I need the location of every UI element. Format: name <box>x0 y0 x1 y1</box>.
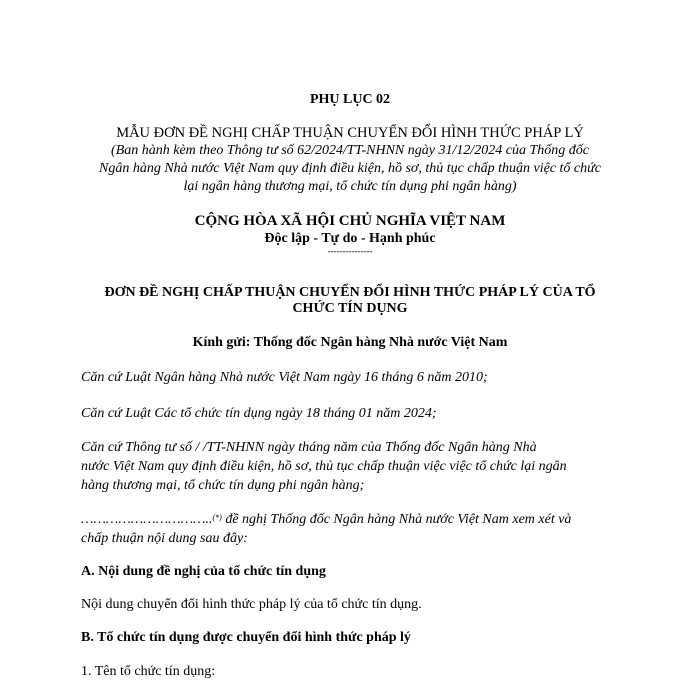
legal-basis-law-2: Căn cứ Luật Các tổ chức tín dụng ngày 18 tháng 01 năm 2024; <box>81 406 437 421</box>
request-line-2: chấp thuận nội dung sau đây: <box>81 531 248 546</box>
legal-basis-circular-line-2: nước Việt Nam quy định điều kiện, hồ sơ, thủ tục chấp thuận việc việc tổ chức lại ngân <box>81 459 567 474</box>
issuance-note-line-2: Ngân hàng Nhà nước Việt Nam quy định điều kiện, hồ sơ, thủ tục chấp thuận việc tổ chức <box>99 161 601 176</box>
legal-basis-circular-line-1: Căn cứ Thông tư số / /TT-NHNN ngày tháng năm của Thống đốc Ngân hàng Nhà <box>81 440 537 455</box>
request-line-1 <box>81 509 621 530</box>
section-a-body: Nội dung chuyển đổi hình thức pháp lý của tổ chức tín dụng. <box>81 597 422 612</box>
section-a-heading: A. Nội dung đề nghị của tổ chức tín dụng <box>81 564 326 579</box>
form-title: MẪU ĐƠN ĐỀ NGHỊ CHẤP THUẬN CHUYỂN ĐỔI HÌNH THỨC PHÁP LÝ <box>116 125 584 141</box>
legal-basis-law-1: Căn cứ Luật Ngân hàng Nhà nước Việt Nam ngày 16 tháng 6 năm 2010; <box>81 370 488 385</box>
recipient-line: Kính gửi: Thống đốc Ngân hàng Nhà nước Việt Nam <box>192 335 508 350</box>
issuance-note-line-1: (Ban hành kèm theo Thông tư số 62/2024/TT-NHNN ngày 31/12/2024 của Thống đốc <box>111 143 589 158</box>
application-title-line-1: ĐƠN ĐỀ NGHỊ CHẤP THUẬN CHUYỂN ĐỔI HÌNH THỨC PHÁP LÝ CỦA TỔ <box>104 285 596 300</box>
organization-name-blank: ………………………….. <box>81 512 213 527</box>
section-b-item-1: 1. Tên tổ chức tín dụng: <box>81 664 216 679</box>
footnote-mark: (*) <box>212 513 222 522</box>
request-text: đề nghị Thống đốc Ngân hàng Nhà nước Việt Nam xem xét và <box>221 512 572 527</box>
application-title-line-2: CHỨC TÍN DỤNG <box>292 301 408 316</box>
national-title: CỘNG HÒA XÃ HỘI CHỦ NGHĨA VIỆT NAM <box>194 213 506 229</box>
national-motto: Độc lập - Tự do - Hạnh phúc <box>264 231 436 246</box>
issuance-note-line-3: lại ngân hàng thương mại, tổ chức tín dụng phi ngân hàng) <box>183 179 517 194</box>
motto-rule: --------------- <box>327 246 373 256</box>
appendix-label: PHỤ LỤC 02 <box>309 92 391 107</box>
legal-basis-circular-line-3: hàng thương mại, tổ chức tín dụng phi ngân hàng; <box>81 478 365 493</box>
section-b-heading: B. Tổ chức tín dụng được chuyển đổi hình thức pháp lý <box>81 630 411 645</box>
